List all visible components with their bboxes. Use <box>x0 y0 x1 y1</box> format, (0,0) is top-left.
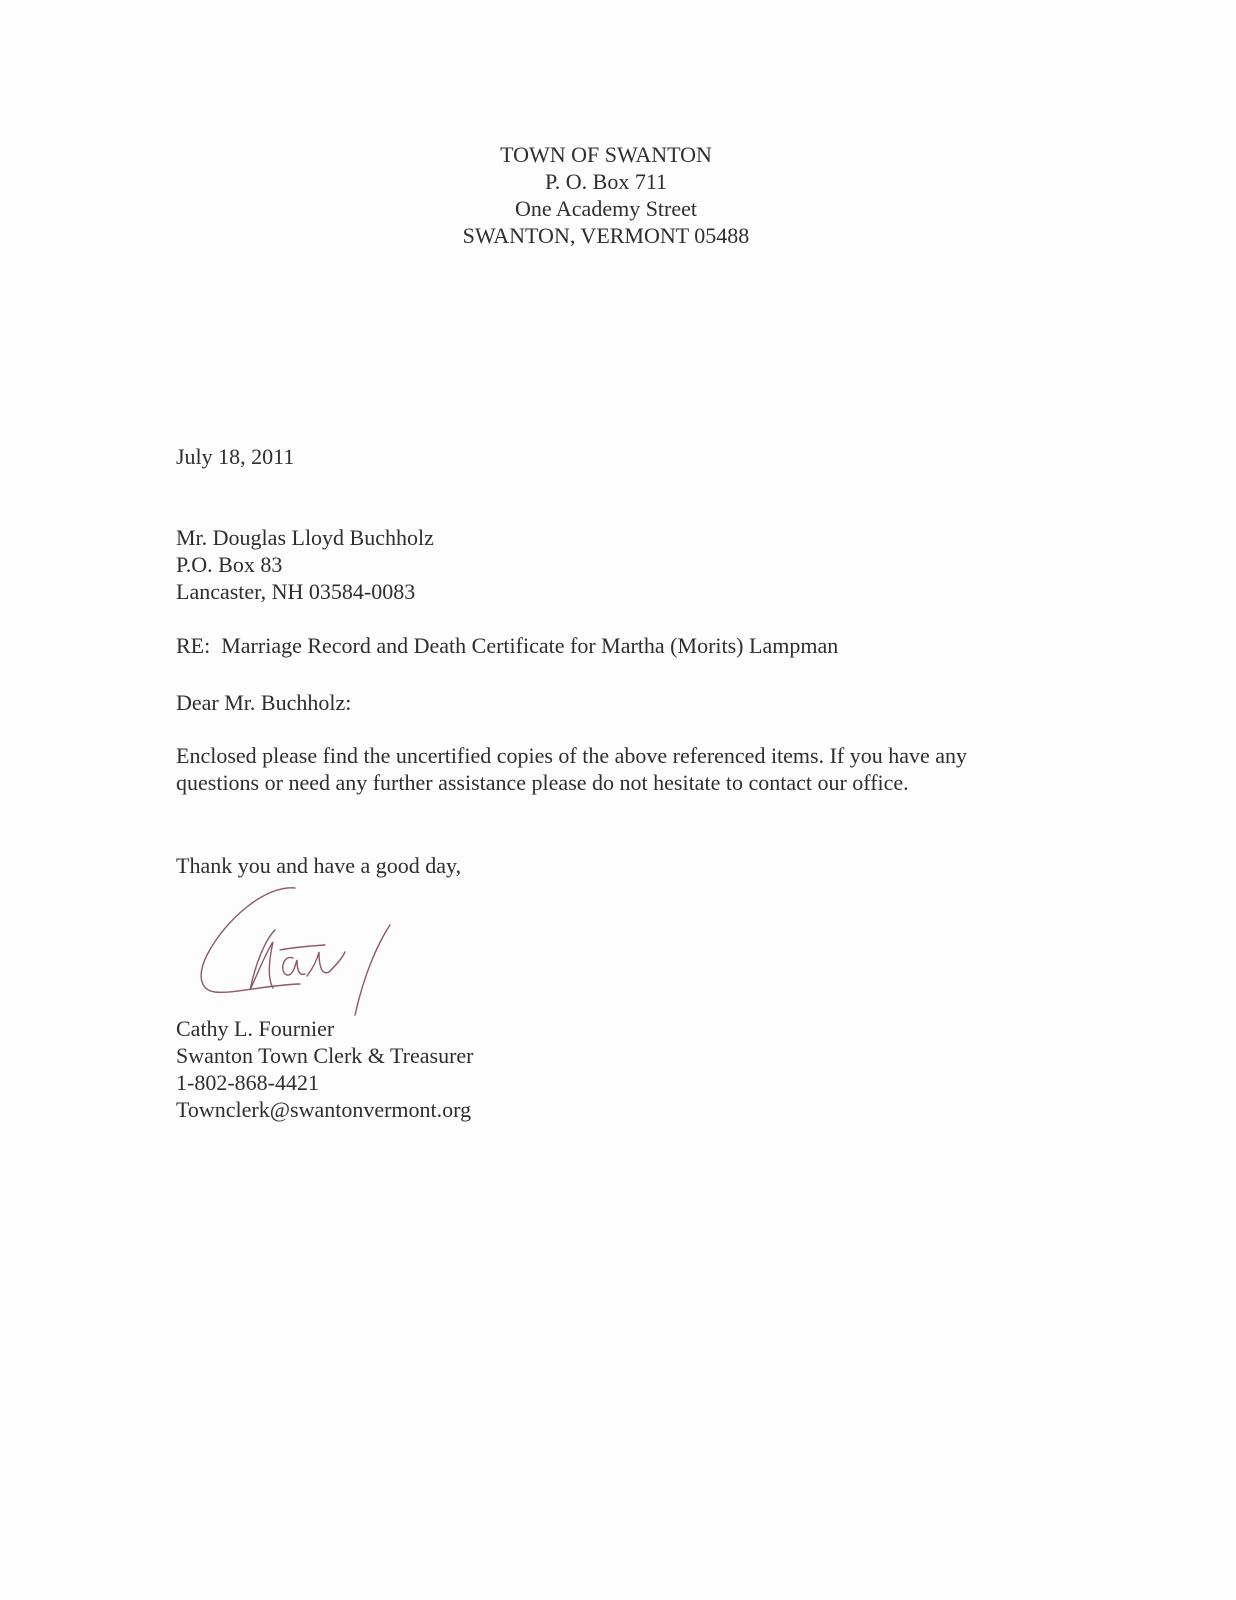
letterhead-po-box: P. O. Box 711 <box>544 169 668 194</box>
subject-line <box>176 632 838 659</box>
letterhead-street: One Academy Street <box>514 196 698 221</box>
recipient-po-box: P.O. Box 83 <box>176 552 283 577</box>
salutation: Dear Mr. Buchholz: <box>176 690 352 715</box>
letter-date: July 18, 2011 <box>176 444 295 469</box>
signer-phone: 1-802-868-4421 <box>176 1070 319 1095</box>
letterhead-city: SWANTON, VERMONT 05488 <box>462 223 750 248</box>
body-line: Enclosed please find the uncertified copies of the above referenced items. If you have any <box>176 743 968 768</box>
body-paragraph <box>176 742 967 796</box>
subject-text: RE: Marriage Record and Death Certificate for Martha (Morits) Lampman <box>176 633 839 658</box>
recipient-address <box>176 524 434 605</box>
closing: Thank you and have a good day, <box>176 853 462 878</box>
recipient-city: Lancaster, NH 03584-0083 <box>176 579 416 604</box>
signer-block <box>176 1015 473 1123</box>
signer-title: Swanton Town Clerk & Treasurer <box>176 1043 474 1068</box>
body-line: questions or need any further assistance please do not hesitate to contact our office. <box>176 770 909 795</box>
handwritten-signature <box>195 880 405 1020</box>
signer-email: Townclerk@swantonvermont.org <box>176 1097 472 1122</box>
letterhead-town: TOWN OF SWANTON <box>500 142 712 167</box>
signer-name: Cathy L. Fournier <box>176 1016 335 1041</box>
letterhead <box>0 141 1212 249</box>
recipient-name: Mr. Douglas Lloyd Buchholz <box>176 525 434 550</box>
